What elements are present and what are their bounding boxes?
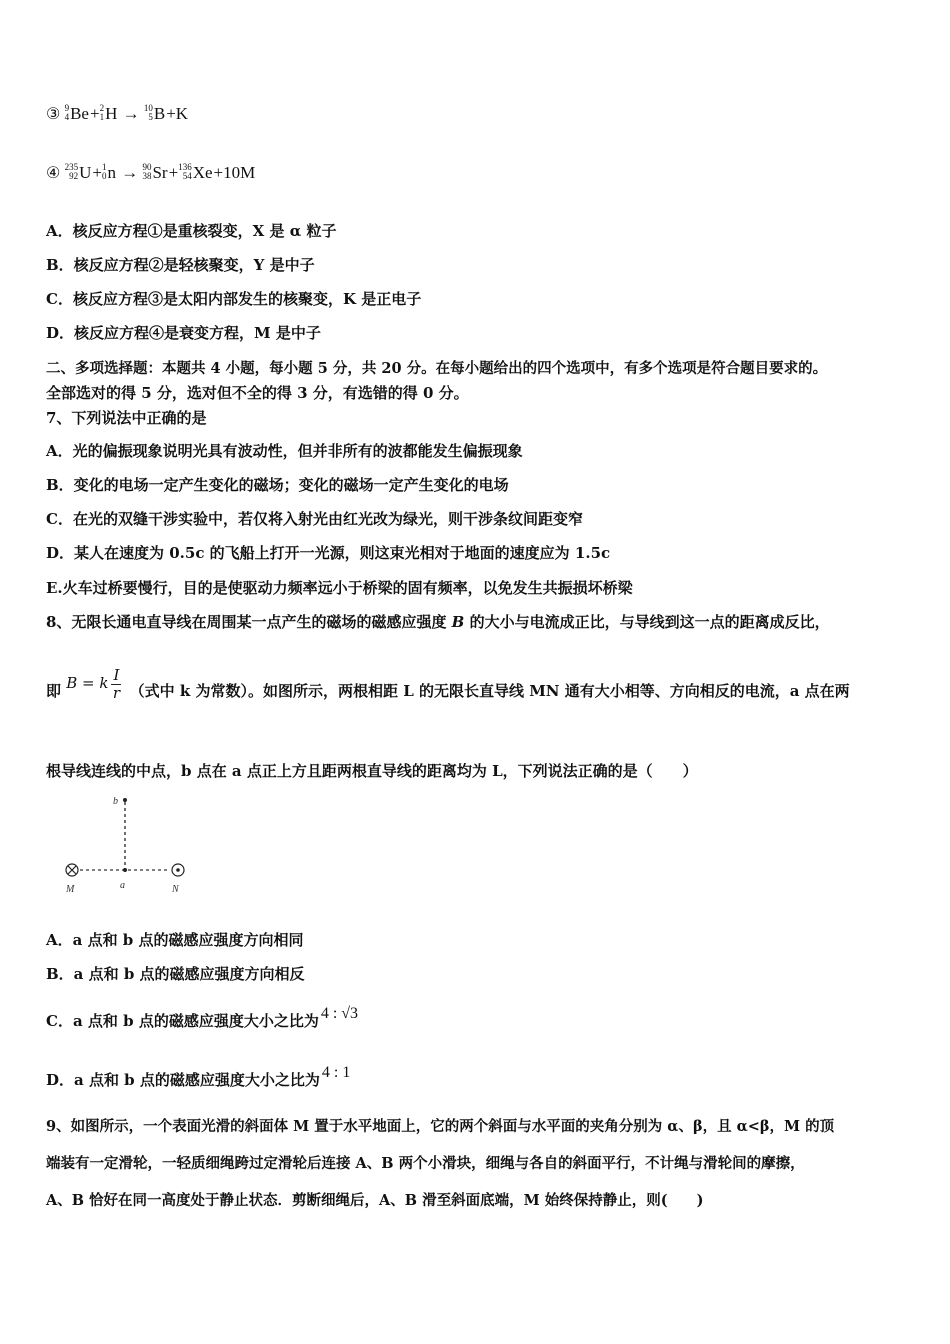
nuclide: 10 5 B	[143, 103, 166, 123]
q7-option-d: D．某人在速度为 0.5c 的飞船上打开一光源，则这束光相对于地面的速度应为 1.5c	[46, 544, 611, 562]
equation-3: ③ 9 4 Be+ 2 1 H → 10 5 B+K	[46, 103, 189, 123]
q8-stem-line2: 即 B = k $\frac{I}{r}$ （式中 k 为常数）。如图所示，两根相距 L 的无限长直导线 MN 通有大小相等、方向相反的电流，a 点在两	[46, 666, 850, 702]
q8-option-c: C．a 点和 b 点的磁感应强度大小之比为 4 : √3	[46, 1005, 359, 1030]
q8-stem-line3: 根导线连线的中点，b 点在 a 点正上方且距两根直导线的距离均为 L，下列说法正确的是（ ）	[46, 762, 698, 780]
q9-stem-line3: A、B 恰好在同一高度处于静止状态．剪断细绳后，A、B 滑至斜面底端，M 始终保持静止，则( )	[46, 1192, 704, 1209]
q8-option-b: B．a 点和 b 点的磁感应强度方向相反	[46, 965, 305, 983]
q7-option-b: B．变化的电场一定产生变化的磁场；变化的磁场一定产生变化的电场	[46, 476, 509, 494]
nuclide: 2 1 H	[99, 103, 118, 123]
q7-option-a: A．光的偏振现象说明光具有波动性，但并非所有的波都能发生偏振现象	[46, 442, 523, 460]
arrow: →	[118, 104, 144, 123]
q8-option-d: D．a 点和 b 点的磁感应强度大小之比为 4 : 1	[46, 1064, 351, 1089]
nuclide: 90 38 Sr	[142, 162, 168, 182]
ratio-d: 4 : 1	[321, 1064, 351, 1081]
q7-option-e: E.火车过桥要慢行，目的是使驱动力频率远小于桥梁的固有频率，以免发生共振损坏桥梁	[46, 579, 633, 597]
label-a: a	[120, 880, 125, 891]
q6-option-d: D．核反应方程④是衰变方程，M 是中子	[46, 324, 321, 342]
q8-option-a: A．a 点和 b 点的磁感应强度方向相同	[46, 931, 304, 949]
section-heading-cont: 全部选对的得 5 分，选对但不全的得 3 分，有选错的得 0 分。	[46, 384, 469, 402]
point-b	[123, 798, 127, 802]
nuclide: 1 0 n	[101, 162, 116, 182]
arrow: →	[116, 163, 143, 182]
section-heading: 二、多项选择题：本题共 4 小题，每小题 5 分，共 20 分。在每小题给出的四个选项中，有多个选项是符合题目要求的。	[46, 360, 828, 377]
q9-stem-line2: 端装有一定滑轮，一轻质细绳跨过定滑轮后连接 A、B 两个小滑块，细绳与各自的斜面平行，不计绳与滑轮间的摩擦，	[46, 1155, 805, 1172]
q6-option-b: B．核反应方程②是轻核聚变，Y 是中子	[46, 256, 315, 274]
q7-option-c: C．在光的双缝干涉实验中，若仅将入射光由红光改为绿光，则干涉条纹间距变窄	[46, 510, 583, 528]
formula: B = k $\frac{I}{r}$	[66, 666, 121, 702]
equation-number: ③	[46, 106, 61, 123]
q7-stem: 7、下列说法中正确的是	[46, 409, 207, 427]
q9-stem-line1: 9、如图所示，一个表面光滑的斜面体 M 置于水平地面上，它的两个斜面与水平面的夹角分别为 α、β，且 α<β，M 的顶	[46, 1118, 835, 1135]
nuclide: 136 54 Xe	[178, 162, 213, 182]
wires-figure	[60, 790, 200, 900]
nuclide: 235 92 U	[64, 162, 92, 182]
wires-diagram	[60, 790, 200, 900]
wire-n-out-of-page-icon	[172, 864, 184, 876]
equation-4: ④ 235 92 U+ 1 0 n → 90 38 Sr+ 136 54 Xe+10M	[46, 162, 256, 182]
label-n: N	[172, 884, 179, 895]
wire-m-into-page-icon	[66, 864, 78, 876]
point-a	[123, 868, 127, 872]
label-b: b	[113, 796, 118, 807]
q6-option-c: C．核反应方程③是太阳内部发生的核聚变，K 是正电子	[46, 290, 422, 308]
equation-number: ④	[46, 165, 61, 182]
label-m: M	[66, 884, 75, 895]
nuclide: 9 4 Be	[64, 103, 89, 123]
ratio-c: 4 : √3	[320, 1005, 359, 1022]
q8-stem-line1: 8、无限长通电直导线在周围某一点产生的磁场的磁感应强度 B 的大小与电流成正比，与导线到这一点的距离成反比，	[46, 613, 830, 631]
q6-option-a: A．核反应方程①是重核裂变，X 是 α 粒子	[46, 222, 337, 240]
